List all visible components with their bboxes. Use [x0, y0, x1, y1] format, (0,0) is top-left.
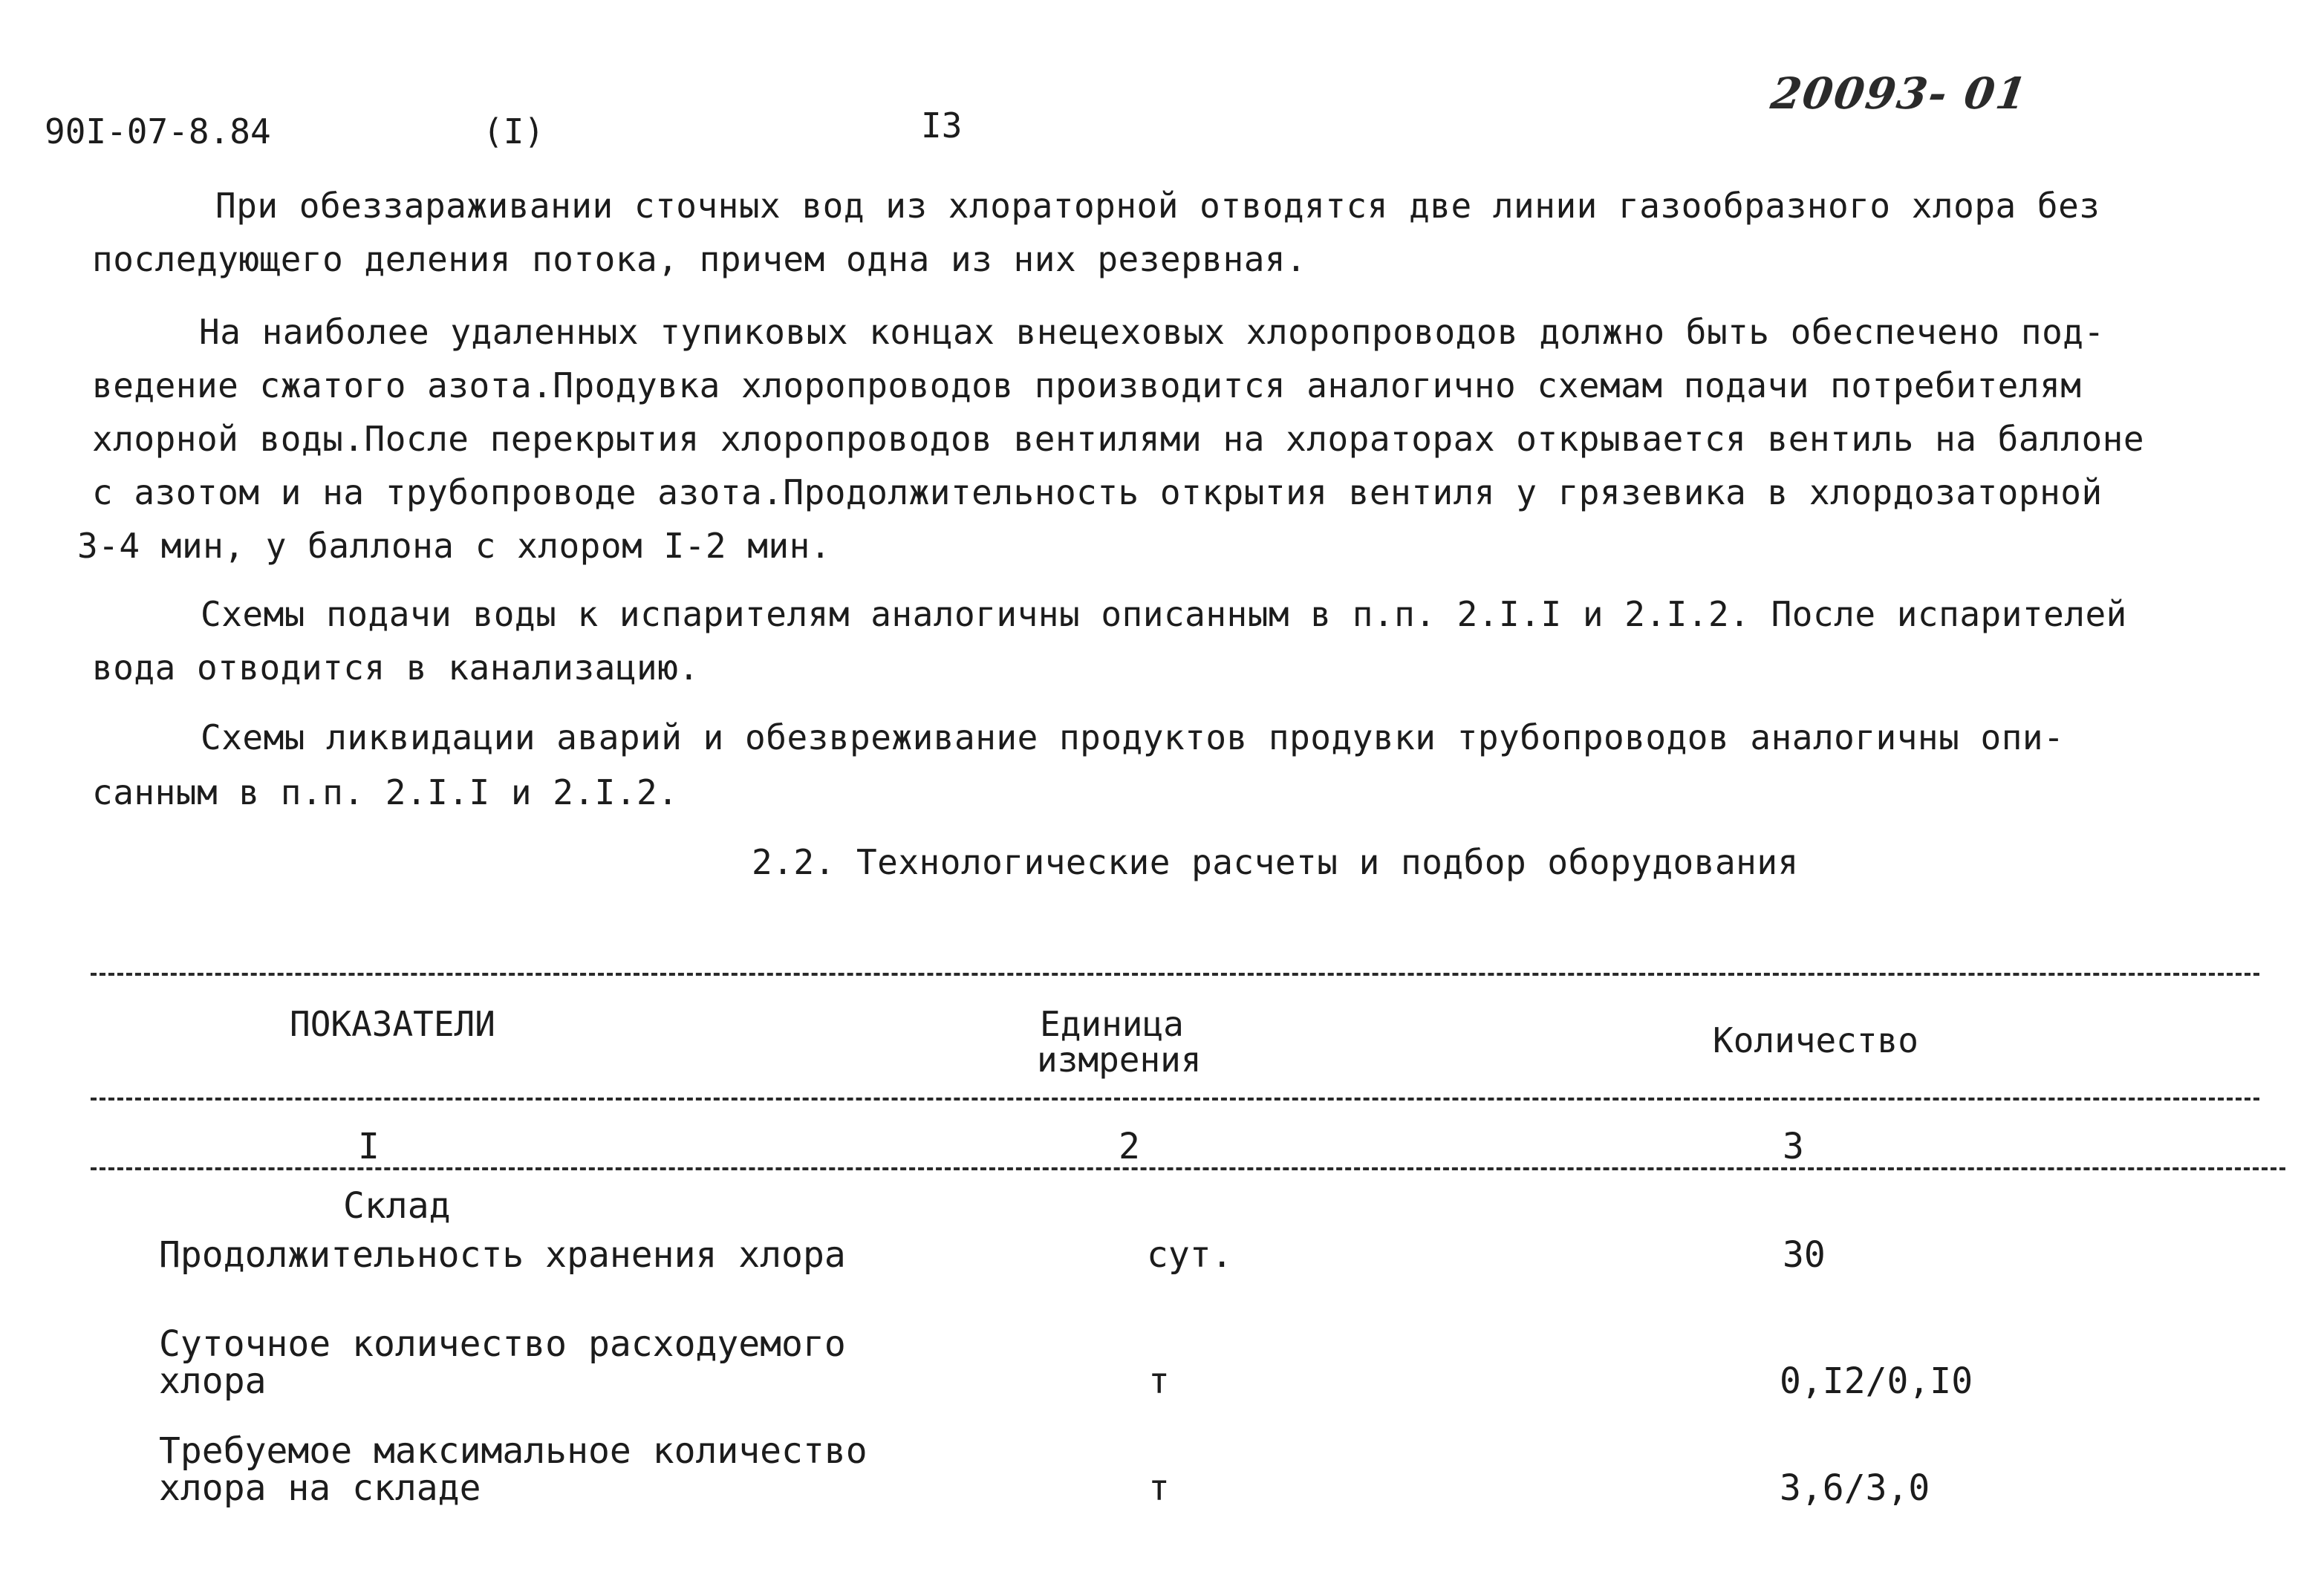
paragraph-4-line-2: санным в п.п. 2.I.I и 2.I.2. — [92, 772, 679, 812]
paragraph-2-line-5: 3-4 мин, у баллона с хлором I-2 мин. — [77, 526, 831, 566]
paragraph-4-line-1: Схемы ликвидации аварий и обезвреживание продуктов продувки трубопроводов аналогичны опи- — [201, 717, 2065, 757]
column-header-unit-line-1: Единица — [1040, 1004, 1184, 1044]
row-3-label-line-2: хлора на складе — [159, 1467, 481, 1509]
table-top-rule — [91, 973, 2259, 976]
handwritten-inventory-number: 20093- 01 — [1768, 68, 2031, 119]
row-1-unit: сут. — [1147, 1234, 1233, 1276]
column-number-3: 3 — [1783, 1126, 1804, 1167]
column-header-indicators: ПОКАЗАТЕЛИ — [290, 1004, 495, 1044]
table-header-rule — [91, 1098, 2259, 1101]
paragraph-3-line-2: вода отводится в канализацию. — [92, 648, 700, 688]
row-1-label: Продолжительность хранения хлора — [159, 1234, 846, 1276]
part-number: (I) — [483, 111, 545, 151]
row-3-unit: т — [1148, 1467, 1170, 1509]
column-number-2: 2 — [1119, 1126, 1140, 1167]
paragraph-2-line-2: ведение сжатого азота.Продувка хлоропроводов производится аналогично схемам подачи потребителям — [92, 365, 2082, 405]
row-2-label-line-1: Суточное количество расходуемого — [159, 1323, 846, 1365]
paragraph-2-line-4: с азотом и на трубопроводе азота.Продолжительность открытия вентиля у грязевика в хлордозаторной — [92, 472, 2103, 512]
paragraph-3-line-1: Схемы подачи воды к испарителям аналогичны описанным в п.п. 2.I.I и 2.I.2. После испарителей — [201, 594, 2127, 634]
section-title: 2.2. Технологические расчеты и подбор оборудования — [752, 842, 1799, 882]
row-1-value: 30 — [1783, 1234, 1826, 1276]
group-label: Склад — [343, 1185, 451, 1227]
page-number: I3 — [921, 105, 963, 146]
document-code: 90I-07-8.84 — [45, 111, 271, 151]
row-2-value: 0,I2/0,I0 — [1780, 1360, 1973, 1402]
column-header-quantity: Количество — [1713, 1020, 1918, 1060]
paragraph-1-line-2: последующего деления потока, причем одна из них резервная. — [92, 239, 1307, 279]
paragraph-2-line-1: На наиболее удаленных тупиковых концах внецеховых хлоропроводов должно быть обеспечено под- — [199, 312, 2105, 352]
row-3-value: 3,6/3,0 — [1780, 1467, 1930, 1509]
row-2-label-line-2: хлора — [159, 1360, 267, 1402]
paragraph-2-line-3: хлорной воды.После перекрытия хлоропроводов вентилями на хлораторах открывается вентиль на баллоне — [92, 419, 2145, 459]
row-3-label-line-1: Требуемое максимальное количество — [159, 1430, 868, 1472]
table-numbers-rule — [91, 1167, 2285, 1170]
row-2-unit: т — [1148, 1360, 1170, 1402]
column-header-unit-line-2: измрения — [1037, 1040, 1202, 1080]
paragraph-1-line-1: При обеззараживании сточных вод из хлораторной отводятся две линии газообразного хлора без — [215, 186, 2100, 226]
column-number-1: I — [358, 1126, 380, 1167]
